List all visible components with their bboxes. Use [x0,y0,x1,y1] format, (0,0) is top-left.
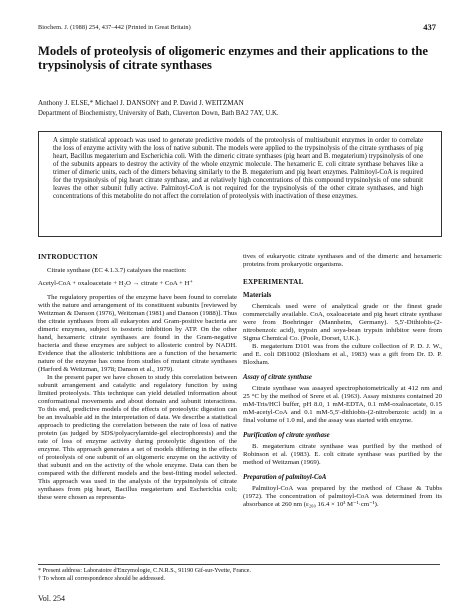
materials-paragraph-2: B. megaterium D101 was from the culture collection of P. D. J. W., and E. coli DB1002 (Bloxham et al., 1983) was a gift from Dr. D. P. Bloxham. [243,342,442,366]
right-column [243,253,442,509]
reaction-equation: Acetyl-CoA + oxaloacetate + H₂O → citrate + CoA + H⁺ [38,279,193,287]
intro-paragraph-1: The regulatory properties of the enzyme have been found to correlate with the nature and arrangement of its constituent subunits [reviewed by Weitzman & Danson (1976), Weitzman (1981) and Danson (1988)]. Thus the citrate synthases from all eukaryotes and Gram-positive bacteria are dimeric enzymes, subject to isosteric inhibition by ATP. On the other hand, hexameric citrate synthases are found in the Gram-negative bacteria and these enzymes are subject to allosteric control by NADH. Evidence that the allosteric inhibitions are a function of the hexameric nature of the enzyme has come from studies of mutant citrate synthases (Harford & Weitzman, 1978; Danson et al., 1979). [38,293,237,373]
page-number: 437 [423,22,436,32]
introduction-heading: INTRODUCTION [38,253,98,261]
abstract-text: A simple statistical approach was used to generate predictive models of the proteolysis of multisubunit enzymes in order to correlate the loss of enzyme activity with the loss of native subunit. The models were applied to the trypsinolysis of the citrate synthases of pig heart, Bacillus megaterium and Escherichia coli. With the dimeric citrate synthases (pig heart and B. megaterium) trypsinolysis of one of the subunits appears to destroy the activity of the whole enzymic molecule. The hexameric E. coli citrate synthase behaves like a trimer of dimeric units, each of the dimers behaving similarly to the B. megaterium and pig heart enzymes. Palmitoyl-CoA is required for the trypsinolysis of pig heart citrate synthase, and at relatively high concentrations of this compound trypsinolysis of one subunit leaves the other subunit fully active. Palmitoyl-CoA is not required for the trypsinolysis of the other citrate synthases, and high concentrations of this metabolite do not affect the correlation of proteolysis with inactivation of these enzymes. [53,137,423,201]
author-list: Anthony J. ELSE,* Michael J. DANSON† and P. David J. WEITZMAN [38,99,244,107]
materials-paragraph-1: Chemicals used were of analytical grade or the finest grade commercially available. CoA, oxaloacetate and pig heart citrate synthase were from Boehringer (Mannheim, Germany). 5,5′-Dithiobis-(2-nitrobenzoic acid), trypsin and soya-bean trypsin inhibitor were from Sigma Chemical Co. (Poole, Dorset, U.K.). [243,302,442,342]
article-title: Models of proteolysis of oligomeric enzymes and their applications to the trypsinolysis of citrate synthases [38,44,428,73]
footnote-divider [38,564,440,565]
intro-line: Citrate synthase (EC 4.1.3.7) catalyses the reaction: [47,266,187,274]
intro-continuation: tives of eukaryotic citrate synthases and of the dimeric and hexameric proteins from prokaryotic organisms. [243,253,442,268]
palmitoyl-coa-paragraph: Palmitoyl-CoA was prepared by the method of Chase & Tubbs (1972). The concentration of palmitoyl-CoA was determined from its absorbance at 260 nm (ε₂₆₀ 16.4 × 10³ M⁻¹·cm⁻¹). [243,484,442,508]
purification-paragraph: B. megaterium citrate synthase was purified by the method of Robinson et al. (1983). E. coli citrate synthase was purified by the method of Weitzman (1969). [243,442,442,466]
purification-heading: Purification of citrate synthase [243,431,330,439]
affiliation: Department of Biochemistry, University of Bath, Claverton Down, Bath BA2 7AY, U.K. [38,110,279,117]
assay-paragraph: Citrate synthase was assayed spectrophotometrically at 412 nm and 25 °C by the method of Srere et al. (1963). Assay mixtures contained 20 mM-Tris/HCl buffer, pH 8.0, 1 mM-EDTA, 0.1 mM-oxaloacetate, 0.15 mM-acetyl-CoA and 0.1 mM-5,5′-dithiobis-(2-nitrobenzoic acid) in a final volume of 1.0 ml, and the assay was started with enzyme. [243,384,442,424]
left-column [38,253,237,502]
intro-paragraph-2: In the present paper we have chosen to study this correlation between subunit arrangement and catalytic and regulatory function by using limited proteolysis. This technique can yield detailed information about conformational movements and about domain and subunit interactions. To this end, predictive models of the effects of proteolytic digestion can be an invaluable aid in the interpretation of data. We describe a statistical approach to predicting the correlation between the rate of loss of native protein (as judged by SDS/polyacrylamide-gel electrophoresis) and the rate of loss of enzyme activity during proteolytic digestion of the enzyme. This approach generates a set of models differing in the effects of proteolysis of one subunit of an oligomeric enzyme on the activity of that subunit and on the activity of the whole enzyme. Data can then be compared with the different models and the best-fitting model selected. This approach was used in the analysis of the trypsinolysis of citrate synthases from pig heart, Bacillus megaterium and Escherichia coli; these were chosen as representa- [38,373,237,501]
running-head: Biochem. J. (1988) 254, 437–442 (Printed in Great Britain) [38,24,191,31]
experimental-heading: EXPERIMENTAL [243,277,304,286]
footnote-correspondence: † To whom all correspondence should be addressed. [38,576,166,582]
materials-heading: Materials [243,291,272,299]
assay-heading: Assay of citrate synthase [243,373,312,381]
volume-label: Vol. 254 [38,594,65,603]
footnote-present-address: * Present address: Laboratoire d'Enzymologie, C.N.R.S., 91190 Gif-sur-Yvette, France. [38,568,252,574]
palmitoyl-coa-heading: Preparation of palmitoyl-CoA [243,473,327,481]
